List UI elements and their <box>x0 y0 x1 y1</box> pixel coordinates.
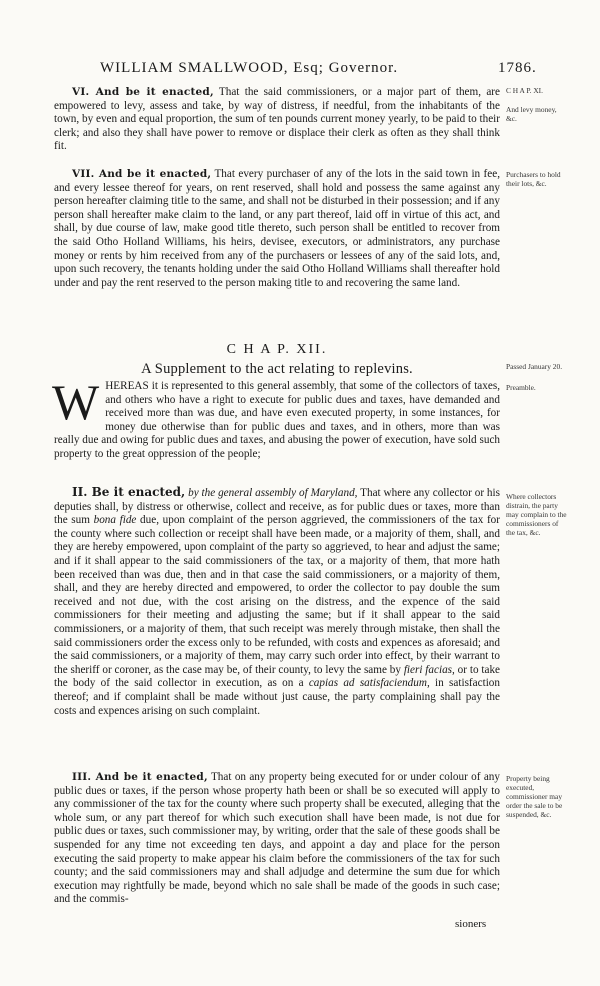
section-vii-lead: VII. And be it enacted, <box>72 168 212 180</box>
catchword: sioners <box>455 918 487 930</box>
section-iii-text: That on any property being executed for or under colour of any public dues or taxes, if the person whose property hath been or shall be so executed will apply to any commissioner of the tax for the county where such property shall be executed, alleging that the whole sum, or any part thereof for which such execution shall have been made, is not due for public dues or taxes, such commissioner may, by writing, order that the sale of these goods shall be suspended for any time not exceeding ten days, and appoint a day and place for the person executing the said property to make appear his claim before the commissioners of the tax for such county; and the said commissioners may and shall adjudge and determine the sum due for which execution may rightfully be made, beyond which no sale shall be made of the goods in such case; and the commis- <box>54 771 500 906</box>
section-ii-text-1: That where any collector or his deputies shall, by distress or otherwise, collect and receive, as for public dues or taxes, more than the sum <box>54 487 500 527</box>
section-ii-italic-1: by the general assembly of Maryland, <box>185 487 358 499</box>
section-ii-italic-3: fieri facias, <box>403 663 455 676</box>
margin-note-preamble: Preamble. <box>506 383 536 392</box>
section-ii-lead: II. Be it enacted, <box>72 485 186 499</box>
section-ii-text-3: or to take the body of the said collector in execution, as on a <box>54 663 501 690</box>
preamble <box>52 374 500 462</box>
running-head-title: WILLIAM SMALLWOOD, Esq; Governor. <box>100 60 399 76</box>
section-ii-italic-4: capias ad satisfaciendum, <box>308 677 430 690</box>
margin-note-property-being: Property being executed, commissioner may order the sale to be suspended, &c. <box>506 774 563 819</box>
section-ii-italic-2: bona fide <box>93 514 137 527</box>
section-ii-text-4: in satisfaction thereof; and if complaint shall be made without just cause, the party complaining shall pay the costs and expences arising on such complaint. <box>54 677 500 717</box>
chapter-title: C H A P. XII. <box>226 342 328 357</box>
running-head-year: 1786. <box>498 60 537 76</box>
preamble-text: HEREAS it is represented to this general assembly, that some of the collectors of taxes, and others who have a right to execute for public dues and taxes, have demanded and received more than was due, and have even executed property, in some instances, for money due otherwise than for public dues and taxes, and in others, more than was really due and owing for public dues and taxes, and abusing the power of execution, have sold such property to the great oppression of the people; <box>54 380 500 460</box>
section-ii <box>54 486 500 718</box>
preamble-dropcap: W <box>52 374 100 430</box>
margin-note-chap-xi: C H A P. XI. <box>506 86 543 95</box>
section-ii-text-2: due, upon complaint of the person aggrieved, the commissioners of the tax for the county where such collection or receipt shall have been made, or a majority of them, shall, and they are hereby empowered, upon complaint of the party so aggrieved, to hear and adjust the same; and if it shall appear to the said commissioners of the tax, or a majority of them, that more hath been received than was due, then and in that case the said commissioners, or a majority of them, shall, and they are hereby directed and empowered, to order the collector to pay double the sum received and not due, with the cost arising on the distress, and the expence of the said commissioners for their meeting and adjusting the same; but if it shall appear to the said commissioners, or a majority of them, that such receipt was merely through mistake, then shall the said commissioners order the excess only to be refunded, with costs and expences as aforesaid; and the said commissioners, or a majority of them, may carry such order into effect, by their warrant to the sheriff or coroner, as the case may be, of their county, to levy the same by <box>54 514 500 676</box>
margin-note-levy: And levy money, &c. <box>506 105 557 123</box>
section-vii-text: That every purchaser of any of the lots in the said town in fee, and every lessee thereof for years, on rent reserved, shall hold and possess the same against any person hereafter claiming title to the same, and shall not be disturbed in their possession; and if any person shall hereafter make claim to the land, or any part thereof, laid off in virtue of this act, and shall, by due course of law, make good title thereto, such person shall be entitled to recover from the said Otho Holland Williams, his heirs, devisee, executors, or administrators, any purchase money or rents by him received from any of the purchasers or lessees of any of the said lots, and, upon such recovery, the tenants holding under the said Otho Holland Williams shall thereafter hold under and pay the rent reserved to the person making title to and recovering the same land. <box>54 168 501 289</box>
margin-note-passed: Passed January 20. <box>506 362 563 371</box>
section-vi <box>54 86 500 154</box>
margin-note-purchasers: Purchasers to hold their lots, &c. <box>506 170 561 188</box>
section-vi-lead: VI. And be it enacted, <box>72 86 214 98</box>
section-vii <box>54 168 500 290</box>
section-vi-text: That the said commissioners, or a major part of them, are empowered to levy, assess and take, by way of distress, if needful, from the inhabitants of the town, by even and equal proportion, the sum of ten pounds current money yearly, to be paid to their clerk; and also they shall have power to remove or displace their clerk as often as they shall think fit. <box>54 86 500 153</box>
section-iii-lead: III. And be it enacted, <box>72 771 208 783</box>
chapter-subtitle: A Supplement to the act relating to replevins. <box>141 361 413 377</box>
section-iii <box>54 771 500 907</box>
margin-note-where-collectors: Where collectors distrain, the party may complain to the commissioners of the tax, &c. <box>506 492 567 537</box>
